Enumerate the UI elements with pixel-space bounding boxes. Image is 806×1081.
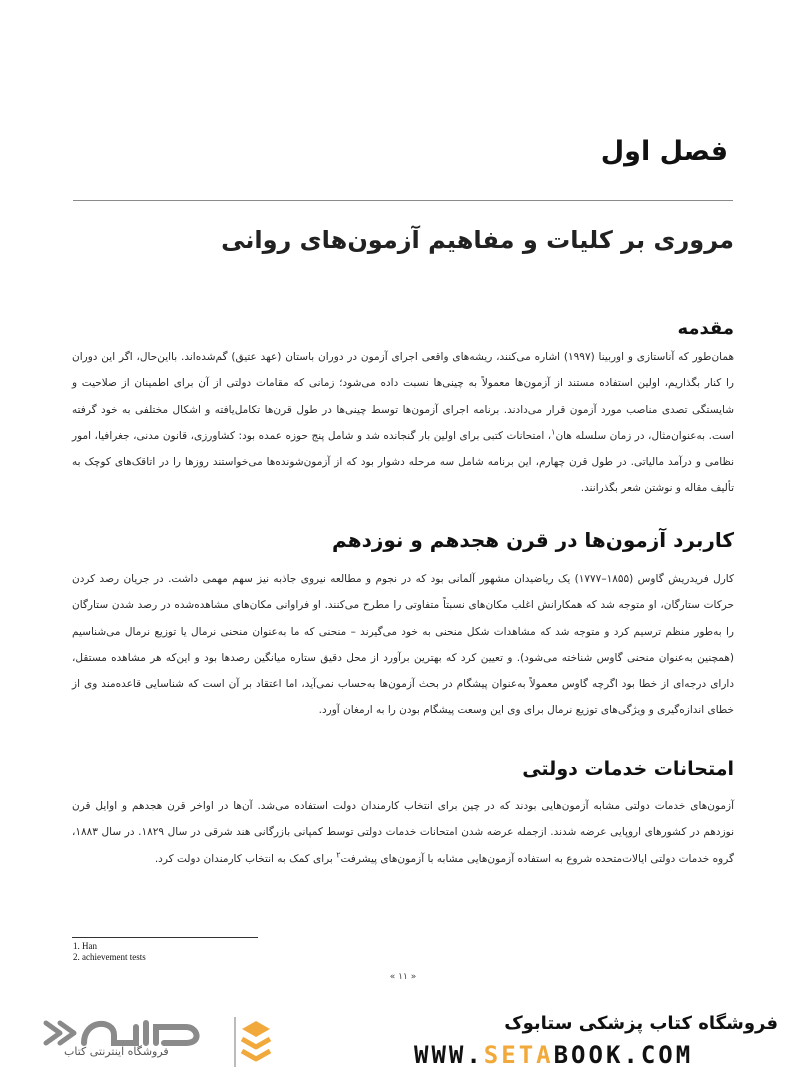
- civil-text-b: برای کمک به انتخاب کارمندان دولت کرد.: [154, 852, 337, 865]
- section-heading-civil-service: امتحانات خدمات دولتی: [522, 758, 734, 780]
- civil-service-paragraph: [72, 793, 734, 872]
- store-url-accent: SETA: [483, 1041, 554, 1069]
- title-divider: [73, 200, 733, 201]
- footnote-1: 1. Han: [73, 941, 97, 951]
- page-number: « ۱۱ »: [389, 972, 417, 982]
- chapter-title: فصل اول: [600, 136, 728, 167]
- store-url-prefix: WWW.: [414, 1041, 484, 1069]
- store-logo-tagline: فروشگاه اینترنتی کتاب: [64, 1045, 169, 1058]
- footnotes: [73, 941, 146, 963]
- footnote-ref-1[interactable]: ۱: [551, 427, 556, 437]
- intro-paragraph: [72, 344, 734, 502]
- store-url-suffix: BOOK.COM: [553, 1041, 694, 1069]
- footnote-2: 2. achievement tests: [73, 952, 146, 962]
- store-name: فروشگاه کتاب پزشکی ستابوک: [504, 1013, 778, 1034]
- store-url[interactable]: [414, 1041, 693, 1069]
- footnote-divider: [72, 937, 258, 938]
- footnote-ref-2[interactable]: ۲: [336, 850, 341, 860]
- section-heading-intro: مقدمه: [677, 318, 734, 339]
- intro-text-b: ، امتحانات کتبی برای اولین بار گنجانده شد و شامل پنج حوزه عمده بود: کشاورزی، قانون مدنی، جغرافیا، امور نظامی و درآمد مالیاتی. در طول قرن چهارم، این برنامه شامل سه مرحله دشوار بود که از آزمون‌شونده‌ها می‌خواستند روزها را در اتاقک‌های کوچک به تألیف مقاله و نوشتن شعر بگذرانند.: [72, 429, 734, 495]
- application-paragraph: کارل فریدریش گاوس (۱۸۵۵–۱۷۷۷) یک ریاضیدان مشهور آلمانی بود که در نجوم و مطالعه نیروی جاذبه نیز سهم مهمی داشت. در جریان رصد کردن حرکات ستارگان، او متوجه شد که همکارانش اغلب مکان‌های نسبتاً متفاوتی را مطرح می‌کنند. او فراوانی مکان‌های مشاهده‌شده در رصد شدن ستارگان را به‌طور منظم ترسیم کرد و متوجه شد که مشاهدات شکل منحنی به خود می‌گیرند – منحنی که ما به‌عنوان منحنی نرمال یا توزیع نرمال می‌شناسیم (همچنین به‌عنوان منحنی گاوس شناخته می‌شود). و تعیین کرد که بهترین برآورد از محل دقیق ستاره میانگین رصدها بود و این‌که هر مشاهده مستقل، دارای درجه‌ای از خطا بود اگرچه گاوس معمولاً به‌عنوان پیشگام در بحث آزمون‌ها به‌حساب نمی‌آید، اما اعتقاد بر آن است که شناسایی قاعده‌مند وی از خطای اندازه‌گیری و ویژگی‌های توزیع نرمال برای وی این وسعت پیشگام بودن را به ارمغان آورد.: [72, 573, 734, 717]
- civil-text-a: آزمون‌های خدمات دولتی مشابه آزمون‌هایی بودند که در چین برای انتخاب کارمندان دولت استفاده می‌شد. آن‌ها در اواخر قرن هجدهم و اوایل قرن نوزدهم در کشورهای اروپایی عرضه شدند. ازجمله عرضه شدن امتحانات خدمات دولتی توسط کمپانی بازرگانی هند شرقی در سال ۱۸۲۹. در سال ۱۸۸۳، گروه خدمات دولتی ایالات‌متحده شروع به استفاده آزمون‌هایی مشابه با آزمون‌های پیشرفت: [72, 800, 734, 865]
- section-heading-application: کاربرد آزمون‌ها در قرن هجدهم و نوزدهم: [332, 528, 734, 552]
- intro-text-a: همان‌طور که آناستازی و اوربینا (۱۹۹۷) اشاره می‌کنند، ریشه‌های واقعی اجرای آزمون در دوران باستان (عهد عتیق) گم‌شده‌اند. بااین‌حال، اگر این دوران را کنار بگذاریم، اولین استفاده مستند از آزمون‌ها معمولاً به چینی‌ها نسبت داده می‌شود؛ زمانی که مقامات دولتی از آن برای اطمینان از صلاحیت و شایستگی تصدی مناصب مورد آزمون قرار می‌دادند. برنامه اجرای آزمون‌ها توسط چینی‌ها در طول قرن‌ها تکامل‌یافته و اشکال مختلفی به خود گرفته است. به‌عنوان‌مثال، در زمان سلسله هان: [72, 351, 734, 442]
- store-footer: [0, 995, 806, 1080]
- chapter-subtitle: مروری بر کلیات و مفاهیم آزمون‌های روانی: [221, 226, 734, 254]
